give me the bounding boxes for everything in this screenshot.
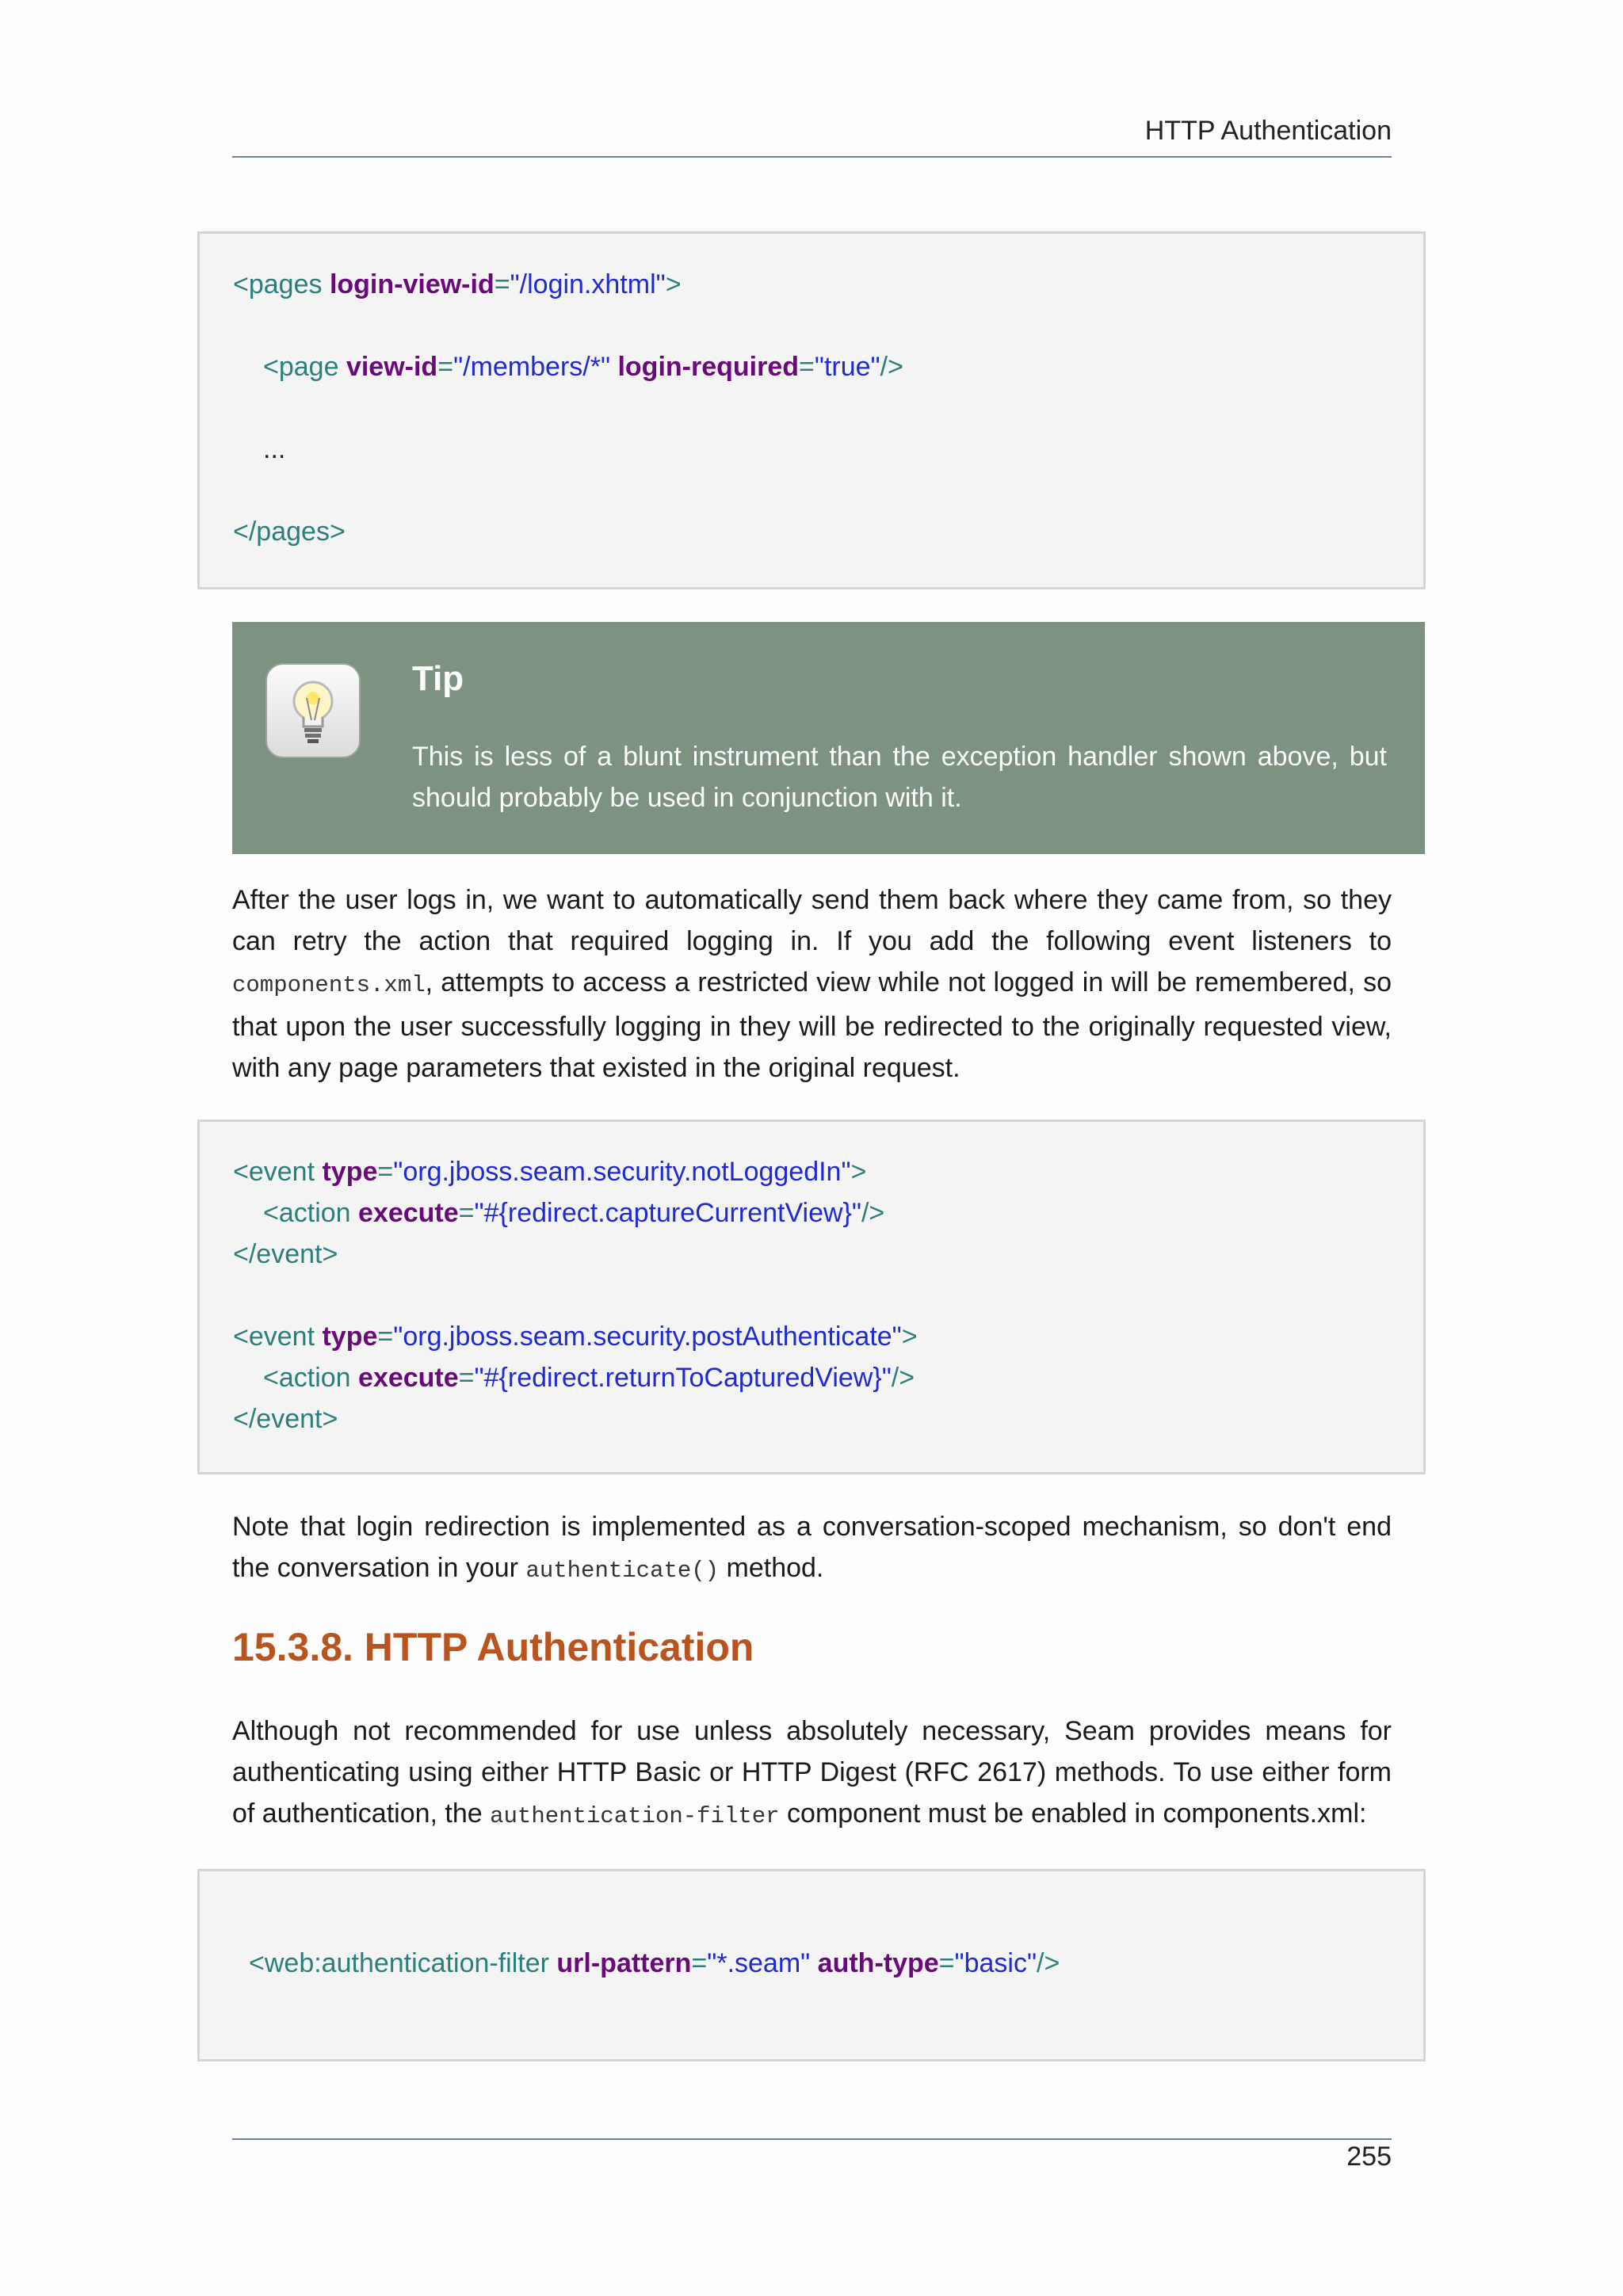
value-token: "/members/*" [453, 352, 618, 382]
running-header-title: HTTP Authentication [1144, 116, 1392, 146]
tag-close-token: > [850, 1157, 867, 1187]
code-line-action [263, 1363, 915, 1394]
tag-token: <action [263, 1363, 359, 1393]
eq-token: = [799, 352, 815, 382]
paragraph-text: After the user logs in, we want to automatically send them back where they came from, so they can retry the action that required logging in. If you add the following event listeners to [232, 885, 1392, 956]
eq-token: = [437, 352, 454, 382]
code-line-page [263, 352, 903, 383]
inline-code: authentication-filter [490, 1803, 780, 1829]
code-line-event-close: </event> [233, 1239, 338, 1269]
tag-token: <page [263, 352, 346, 382]
code-line-pages-open [233, 269, 682, 300]
attr-token: execute [358, 1198, 459, 1228]
tag-close-token: > [665, 269, 682, 299]
code-block-events [197, 1119, 1426, 1474]
code-line-event-close: </event> [233, 1404, 338, 1434]
value-token: "true" [814, 352, 880, 382]
attr-token: url-pattern [556, 1948, 692, 1978]
code-line-pages-close: </pages> [233, 517, 346, 547]
code-block-pages [197, 231, 1426, 589]
attr-token: type [322, 1157, 378, 1187]
tip-callout [232, 622, 1425, 854]
page-number: 255 [1346, 2142, 1392, 2172]
paragraph-text: component must be enabled in components.xml: [779, 1798, 1367, 1829]
code-line-action [263, 1198, 884, 1229]
lightbulb-icon [265, 663, 361, 758]
tip-body: This is less of a blunt instrument than the exception handler shown above, but should probably be used in conjunction with it. [412, 742, 1387, 813]
code-line-event-open [233, 1322, 918, 1352]
value-token: "org.jboss.seam.security.postAuthenticate" [393, 1322, 902, 1352]
attr-token: login-view-id [329, 269, 495, 299]
attr-token: type [322, 1322, 378, 1352]
tag-token: <event [233, 1157, 323, 1187]
code-block-auth-filter [197, 1869, 1426, 2061]
code-line-auth-filter [249, 1948, 1060, 1979]
tag-close-token: /> [861, 1198, 885, 1228]
paragraph-http-auth [232, 1711, 1392, 1837]
eq-token: = [458, 1363, 475, 1393]
attr-token: view-id [346, 352, 438, 382]
eq-token: = [458, 1198, 475, 1228]
attr-token: login-required [617, 352, 800, 382]
eq-token: = [494, 269, 510, 299]
tag-token: <event [233, 1322, 323, 1352]
paragraph-redirect-note [232, 1506, 1392, 1592]
value-token: "basic" [954, 1948, 1037, 1978]
paragraph-redirect-intro [232, 879, 1392, 1089]
tag-close-token: /> [891, 1363, 915, 1393]
inline-code: components.xml [232, 972, 426, 998]
paragraph-text: , attempts to access a restricted view while not logged in will be remembered, so that upon the user successfully logging in they will be redirected to the originally requested view, with any page parameters that existed in the original request. [232, 967, 1392, 1083]
tag-token: <pages [233, 269, 330, 299]
paragraph-text: method. [719, 1553, 824, 1583]
tag-token: <web:authentication-filter [249, 1948, 557, 1978]
code-line-ellipsis: ... [263, 434, 286, 464]
tag-close-token: /> [1037, 1948, 1060, 1978]
eq-token: = [377, 1157, 394, 1187]
value-token: "/login.xhtml" [510, 269, 666, 299]
inline-code: authenticate() [525, 1558, 720, 1584]
value-token: "#{redirect.captureCurrentView}" [474, 1198, 861, 1228]
eq-token: = [691, 1948, 708, 1978]
footer-rule [232, 2138, 1392, 2140]
eq-token: = [377, 1322, 394, 1352]
section-heading: 15.3.8. HTTP Authentication [232, 1625, 754, 1669]
header-rule [232, 156, 1392, 158]
attr-token: auth-type [817, 1948, 939, 1978]
tag-close-token: /> [880, 352, 903, 382]
value-token: "#{redirect.returnToCapturedView}" [474, 1363, 892, 1393]
eq-token: = [938, 1948, 955, 1978]
attr-token: execute [358, 1363, 459, 1393]
code-line-event-open [233, 1157, 866, 1188]
tag-close-token: > [901, 1322, 918, 1352]
paragraph-text: Although not recommended for use unless absolutely necessary, Seam provides means for authenticating using either HTTP Basic or HTTP Digest (RFC 2617) methods. To use either form of authentication, the [232, 1716, 1392, 1829]
paragraph-text: Note that login redirection is implemented as a conversation-scoped mechanism, so don't end the conversation in your [232, 1512, 1392, 1583]
value-token: "*.seam" [707, 1948, 818, 1978]
tip-title: Tip [412, 659, 464, 698]
value-token: "org.jboss.seam.security.notLoggedIn" [393, 1157, 851, 1187]
tag-token: <action [263, 1198, 359, 1228]
